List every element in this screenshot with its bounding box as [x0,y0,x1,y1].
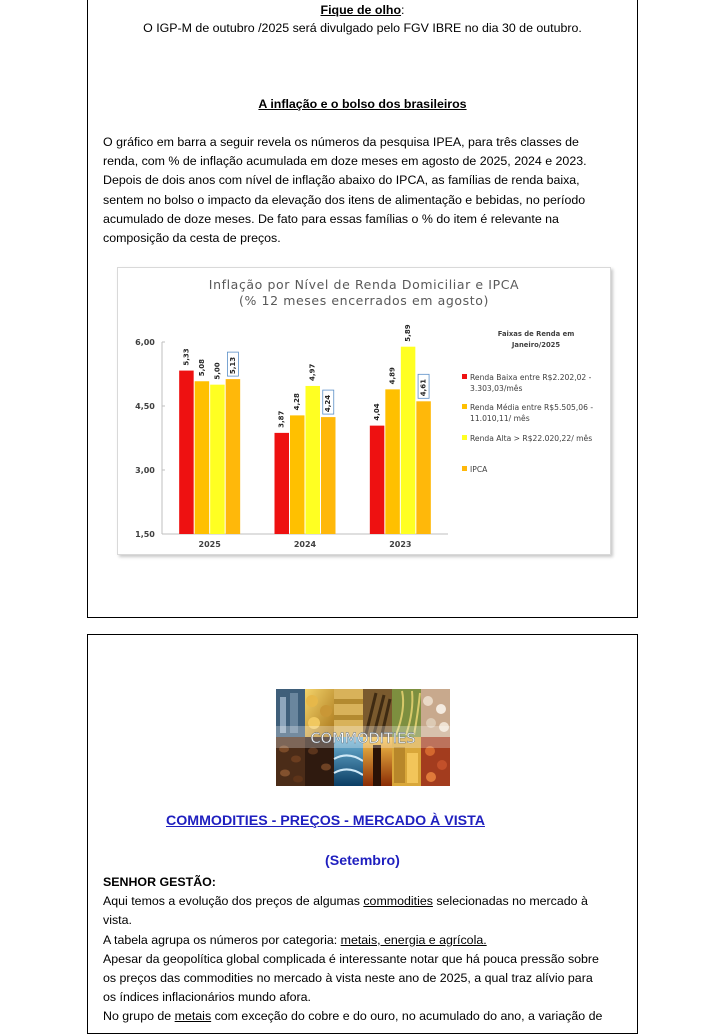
commodities-body [103,873,623,1027]
legend-title: Janeiro/2025 [511,341,561,349]
body-line [103,931,623,950]
paragraph-line: renda, com % de inflação acumulada em doze meses em agosto de 2025, 2024 e 2023. [103,154,587,169]
data-label: 4,28 [293,393,302,411]
text-run: A tabela agrupa os números por categoria: [103,932,341,947]
paragraph-line: acumulado de doze meses. De fato para essas famílias o % do item é relevante na [103,211,559,226]
legend-swatch [462,466,467,471]
data-label: 4,24 [324,394,333,413]
body-line: os preços das commodities no mercado à vista neste ano de 2025, a qual traz alívio para [103,971,593,986]
paragraph-line: composição da cesta de preços. [103,231,281,246]
bar [210,385,225,534]
text-run: com exceção do cobre e do ouro, no acumulado do ano, a variação de [211,1009,603,1024]
legend-swatch [462,374,467,379]
bar [416,401,431,534]
bar [370,426,385,534]
paragraph-line: sentem no bolso o impacto da elevação dos itens de alimentação e bebidas, no período [103,192,586,207]
inflation-paragraph [103,133,623,248]
bar [321,417,336,534]
y-tick-label: 3,00 [135,466,155,475]
categories-link[interactable]: metais, energia e agrícola. [340,932,487,947]
legend-label: 3.303,03/mês [470,384,523,393]
bar [401,347,416,534]
bar [306,386,321,534]
body-line: os índices inflacionários mundo afora. [103,990,312,1005]
data-label: 4,61 [419,379,428,397]
x-tick-label: 2025 [198,540,221,549]
legend-title: Faixas de Renda em [497,330,575,338]
text-run: selecionadas no mercado à [432,894,588,909]
data-label: 4,97 [308,363,317,381]
commodities-link[interactable]: commodities [363,894,433,909]
x-tick-label: 2024 [293,540,317,549]
x-tick-label: 2023 [389,540,412,549]
legend-swatch [462,435,467,440]
text-run: Aqui temos a evolução dos preços de algumas [103,894,364,909]
y-tick-label: 1,50 [135,530,155,539]
legend-swatch [462,404,467,409]
body-line [103,892,623,911]
commodities-title-link-wrap [166,813,485,829]
paragraph-line: O gráfico em barra a seguir revela os números da pesquisa IPEA, para três classes de [103,135,579,149]
text-run: No grupo de [103,1009,175,1024]
y-tick-label: 6,00 [135,338,155,347]
chart-title: Inflação por Nível de Renda Domiciliar e IPCA [208,277,520,292]
bar [226,379,241,534]
body-line: Apesar da geopolítica global complicada é interessante notar que há pouca pressão sobre [103,951,599,966]
y-tick-label: 4,50 [135,402,155,411]
data-label: 5,08 [197,358,206,377]
section-title: A inflação e o bolso dos brasileiros [258,97,467,111]
legend-label: Renda Alta > R$22.020,22/ mês [470,434,593,443]
data-label: 4,04 [373,403,382,421]
data-label: 4,89 [388,367,397,385]
inflation-chart [117,267,611,555]
commodities-banner-image [276,689,450,786]
commodities-collage-icon [276,689,450,786]
igpm-notice: O IGP-M de outubro /2025 será divulgado pelo FGV IBRE no dia 30 de outubro. [143,21,582,35]
data-label: 5,89 [404,324,413,342]
month-label: (Setembro) [325,853,400,869]
data-label: 5,13 [228,356,237,375]
notice-heading [88,3,637,17]
legend-label: IPCA [470,465,488,474]
legend-label: Renda Média entre R$5.505,06 - [470,403,594,412]
paragraph-line: Depois de dois anos com nível de inflação abaixo do IPCA, as famílias de renda baixa, [103,173,580,188]
bar [195,381,210,534]
newsletter-section-commodities [87,634,638,1034]
inflation-bar-chart-svg [118,268,610,554]
data-label: 3,87 [277,410,286,428]
chart-subtitle: (% 12 meses encerrados em agosto) [239,293,489,308]
legend-label: Renda Baixa entre R$2.202,02 - [470,373,592,382]
newsletter-section-inflation [87,0,638,618]
bar [385,389,400,534]
data-label: 5,00 [213,362,222,380]
fique-de-olho-label: Fique de olho [320,3,402,17]
metais-link[interactable]: metais [174,1009,212,1024]
commodities-banner-text: COMMODITIES [310,731,416,747]
bar [275,433,290,534]
commodities-title-link[interactable]: COMMODITIES - PREÇOS - MERCADO À VISTA [166,813,485,829]
heading-colon: : [401,3,405,17]
greeting: SENHOR GESTÃO: [103,875,216,889]
legend-label: 11.010,11/ mês [470,414,530,423]
body-line: vista. [103,913,132,928]
data-label: 5,33 [182,348,191,366]
bar [179,371,194,534]
bar [290,415,305,534]
